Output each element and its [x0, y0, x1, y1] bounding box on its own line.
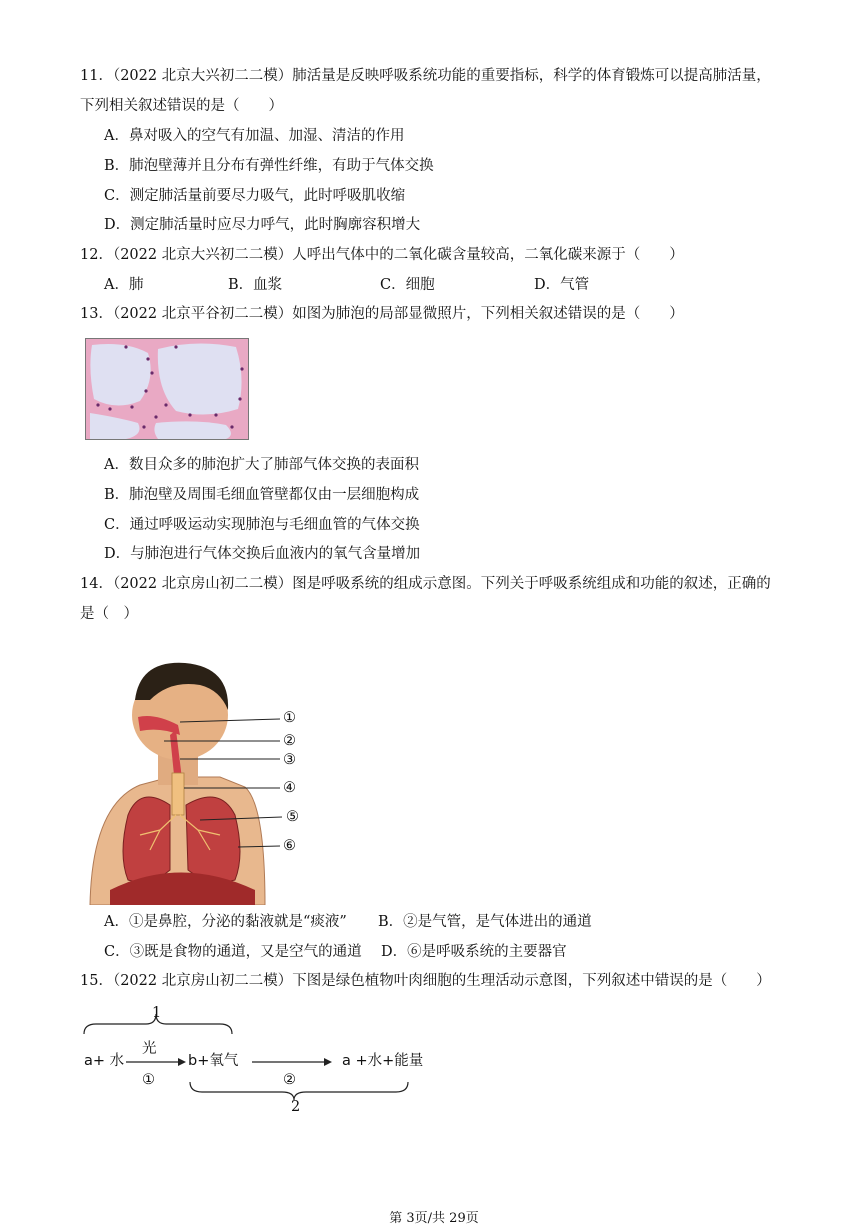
q15-stem: 15．（2022 北京房山初二二模）下图是绿色植物叶肉细胞的生理活动示意图，下列叙述中错误的是（ ）: [80, 973, 771, 989]
label-1: ①: [283, 710, 296, 726]
q14-stem-line2: 是（ ）: [80, 606, 138, 622]
q12-option-b: B．血浆: [228, 277, 283, 293]
q13-option-a: A．数目众多的肺泡扩大了肺部气体交换的表面积: [104, 457, 419, 473]
q14-stem-line1: 14．（2022 北京房山初二二模）图是呼吸系统的组成示意图。下列关于呼吸系统组成和功能的叙述，正确的: [80, 576, 771, 592]
q15-left-term: a+ 水: [84, 1053, 125, 1069]
q12-option-c: C．细胞: [380, 277, 435, 293]
q15-step1-label: ①: [142, 1072, 155, 1088]
label-3: ③: [283, 752, 296, 768]
q11-option-d: D．测定肺活量时应尽力呼气，此时胸廓容积增大: [104, 217, 421, 233]
q15-brace-bottom-label: 2: [291, 1099, 301, 1115]
q12-option-d: D．气管: [534, 277, 590, 293]
q15-middle-term: b+氧气: [188, 1053, 239, 1069]
label-2: ②: [283, 733, 296, 749]
alveoli-micrograph: [85, 338, 249, 440]
q13-stem: 13．（2022 北京平谷初二二模）如图为肺泡的局部显微照片，下列相关叙述错误的是（ ）: [80, 306, 684, 322]
q13-option-b: B．肺泡壁及周围毛细血管壁都仅由一层细胞构成: [104, 487, 420, 503]
q12-option-a: A．肺: [104, 277, 144, 293]
q15-light-label: 光: [142, 1041, 157, 1057]
label-6: ⑥: [283, 838, 296, 854]
q15-brace-top-label: 1: [152, 1005, 162, 1021]
page-footer: 第 3页/共 29页: [389, 1211, 479, 1226]
label-5: ⑤: [286, 809, 299, 825]
q14-option-d: D．⑥是呼吸系统的主要器官: [381, 944, 567, 960]
q11-option-a: A．鼻对吸入的空气有加温、加湿、清洁的作用: [104, 128, 405, 144]
respiratory-system-diagram: [80, 655, 310, 905]
q13-option-d: D．与肺泡进行气体交换后血液内的氧气含量增加: [104, 546, 421, 562]
q11-option-b: B．肺泡壁薄并且分布有弹性纤维，有助于气体交换: [104, 158, 434, 174]
q11-option-c: C．测定肺活量前要尽力吸气，此时呼吸肌收缩: [104, 188, 406, 204]
q14-option-c: C．③既是食物的通道，又是空气的通道: [104, 944, 362, 960]
q13-option-c: C．通过呼吸运动实现肺泡与毛细血管的气体交换: [104, 517, 420, 533]
q11-stem-line1: 11．（2022 北京大兴初二二模）肺活量是反映呼吸系统功能的重要指标，科学的体育锻炼可以提高肺活量，: [80, 68, 771, 84]
q15-right-term: a +水+能量: [342, 1053, 424, 1069]
q14-option-a: A．①是鼻腔，分泌的黏液就是“痰液”: [104, 914, 347, 930]
q11-stem-line2: 下列相关叙述错误的是（ ）: [80, 98, 283, 114]
q14-option-b: B．②是气管，是气体进出的通道: [378, 914, 592, 930]
q15-step2-label: ②: [283, 1072, 296, 1088]
label-4: ④: [283, 780, 296, 796]
q12-stem: 12．（2022 北京大兴初二二模）人呼出气体中的二氧化碳含量较高，二氧化碳来源于（ ）: [80, 247, 684, 263]
